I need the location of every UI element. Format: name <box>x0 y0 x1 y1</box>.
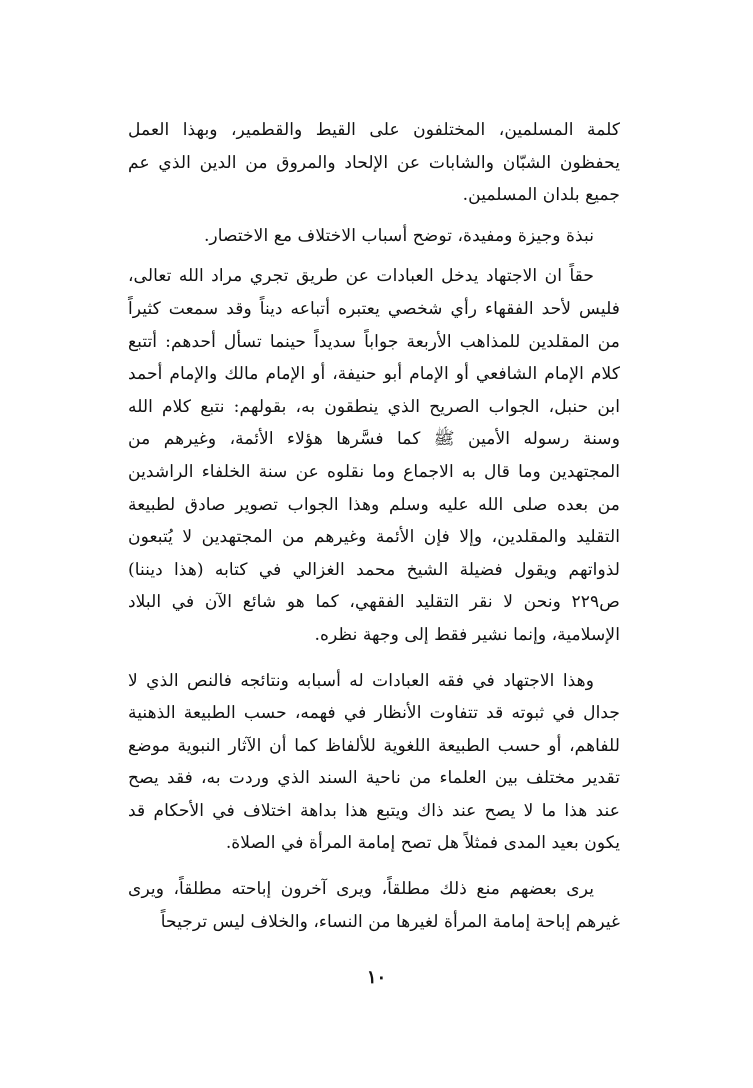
paragraph-2: نبذة وجيزة ومفيدة، توضح أسباب الاختلاف مع الاختصار. <box>203 225 594 246</box>
paragraph-5: يرى بعضهم منع ذلك مطلقاً، ويرى آخرون إباحته مطلقاً، ويرى غيرهم إباحة إمامة المرأة لغيرها من النساء، والخلاف ليس ترجيحاً <box>128 879 620 932</box>
paragraph-1: كلمة المسلمين، المختلفون على القيط والقطمير، وبهذا العمل يحفظون الشبّان والشابات عن الإلحاد والمروق من الدين الذي عم جميع بلدان المسلمين. <box>128 120 620 206</box>
body-text <box>128 114 620 938</box>
page-number: ١٠ <box>366 967 387 988</box>
paragraph-4: وهذا الاجتهاد في فقه العبادات له أسبابه ونتائجه فالنص الذي لا جدال في ثبوته قد تتفاوت الأنظار في فهمه، حسب الطبيعة الذهنية للفاهم، أو حسب الطبيعة اللغوية للألفاظ كما أن الآثار النبوية موضع تقدير مختلف بين العلماء من ناحية السند الذي وردت به، فقد يصح عند هذا ما لا يصح عند ذاك ويتبع هذا بداهة اختلاف في الأحكام قد يكون بعيد المدى فمثلاً هل تصح إمامة المرأة في الصلاة. <box>128 670 620 854</box>
paragraph-3: حقاً ان الاجتهاد يدخل العبادات عن طريق تجري مراد الله تعالى، فليس لأحد الفقهاء رأي شخصي يعتبره أتباعه ديناً وقد سمعت كثيراً من المقلدين للمذاهب الأربعة جواباً سديداً حينما تسأل أحدهم: أتتبع كلام الإمام الشافعي أو الإمام أبو حنيفة، أو الإمام مالك والإمام أحمد ابن حنبل، الجواب الصريح الذي ينطقون به، بقولهم: نتبع كلام الله وسنة رسوله الأمين ﷺ كما فسَّرها هؤلاء الأئمة، وغيرهم من المجتهدين وما قال به الاجماع وما نقلوه عن سنة الخلفاء الراشدين من بعده صلى الله عليه وسلم وهذا الجواب تصوير صادق لطبيعة التقليد والمقلدين، وإلا فإن الأئمة وغيرهم من المجتهدين لا يُتبعون لذواتهم ويقول فضيلة الشيخ محمد الغزالي في كتابه (هذا ديننا) ص٢٢٩ ونحن لا نقر التقليد الفقهي، كما هو شائع الآن في البلاد الإسلامية، وإنما نشير فقط إلى وجهة نظره. <box>128 266 620 645</box>
